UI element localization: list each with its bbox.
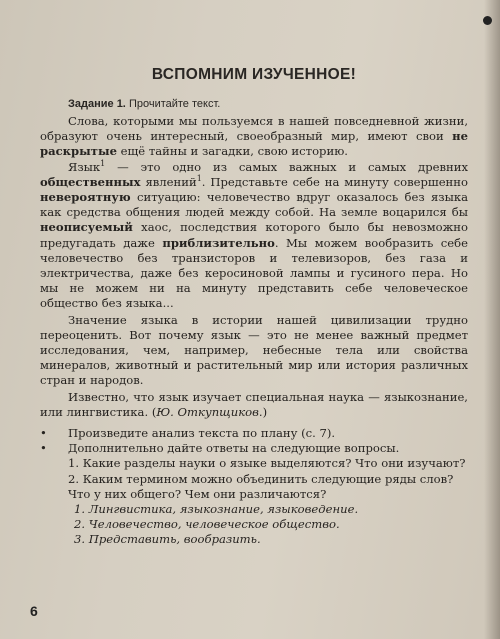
footnote-mark-1: 1 bbox=[100, 158, 106, 168]
p2-text-a: Язык bbox=[68, 159, 101, 174]
p2-bold-2: невероятную bbox=[40, 190, 131, 205]
bullet-text-2: Дополнительно дайте ответы на следующие вопросы. bbox=[68, 441, 400, 456]
page-content bbox=[40, 66, 468, 548]
word-row-2: 2. Человечество, человеческое общество. bbox=[74, 517, 340, 532]
task-instruction: Прочитайте текст. bbox=[128, 98, 221, 110]
task-label: Задание 1. bbox=[68, 98, 126, 110]
p2-text-k: . Мы можем вообразить себе человечество без транзисторов и телевизоров, без газа и электричества, даже без керосиновой лампы и гусиного пера. Но мы не можем ни на минуту представить себе человеческое общество без языка... bbox=[40, 235, 468, 311]
p4-text-c: ) bbox=[262, 404, 268, 419]
p2-text-e: . Представьте себе на минуту совершенно bbox=[201, 174, 468, 189]
footnote-mark-2: 1 bbox=[196, 173, 202, 183]
page-edge-shadow bbox=[484, 0, 500, 639]
p1-bold: не раскрытые bbox=[40, 129, 468, 159]
paragraph-3: Значение языка в истории нашей цивилизации трудно переоценить. Вот почему язык — это не менее важный предмет исследования, чем, например, небесные тела или свойства минералов, животный и растительный мир или история различных стран и народов. bbox=[40, 312, 468, 388]
corner-mark bbox=[483, 16, 492, 25]
page-title: ВСПОМНИМ ИЗУЧЕННОЕ! bbox=[151, 66, 357, 83]
paragraph-1 bbox=[40, 114, 468, 160]
p1-text-c: ещё тайны и загадки, свою историю. bbox=[116, 144, 348, 159]
list-item bbox=[40, 441, 468, 456]
p2-bold-1: общественных bbox=[40, 174, 141, 189]
assignment-list bbox=[40, 426, 468, 548]
page-number: 6 bbox=[30, 603, 38, 619]
word-row-3: 3. Представить, вообразить. bbox=[74, 532, 261, 547]
p4-author: Ю. Откупщиков. bbox=[156, 404, 263, 419]
paragraph-4 bbox=[40, 390, 468, 420]
p4-text-a: Известно, что язык изучает специальная наука — языкознание, или лингвистика. ( bbox=[40, 389, 468, 419]
task-heading bbox=[68, 98, 468, 110]
word-row-1: 1. Лингвистика, языкознание, языковедение. bbox=[74, 502, 359, 517]
paragraph-2 bbox=[40, 160, 468, 312]
p2-text-i: хаос, последствия которого было бы невозможно предугадать даже bbox=[40, 220, 468, 250]
bullet-icon: • bbox=[40, 441, 47, 456]
p2-bold-4: приблизительно bbox=[162, 235, 275, 250]
question-1: 1. Какие разделы науки о языке выделяются? Что они изучают? bbox=[68, 456, 466, 471]
p1-text-a: Слова, которыми мы пользуемся в нашей повседневной жизни, образуют очень интересный, своеобразный мир, имеют свои bbox=[40, 114, 468, 144]
bullet-icon: • bbox=[40, 426, 47, 441]
list-item bbox=[40, 426, 468, 441]
bullet-text-1: Произведите анализ текста по плану (с. 7). bbox=[68, 426, 336, 441]
p2-text-d: явлений bbox=[140, 174, 197, 189]
p2-text-b: — это одно из самых важных и самых древних bbox=[105, 159, 468, 174]
p2-bold-3: неописуемый bbox=[40, 220, 133, 235]
p2-text-g: ситуацию: человечество вдруг оказалось без языка как средства общения людей между собой. На земле воцарился бы bbox=[40, 190, 468, 220]
question-2: 2. Каким термином можно объединить следующие ряды слов? Что у них общего? Чем они различаются? bbox=[68, 471, 454, 501]
